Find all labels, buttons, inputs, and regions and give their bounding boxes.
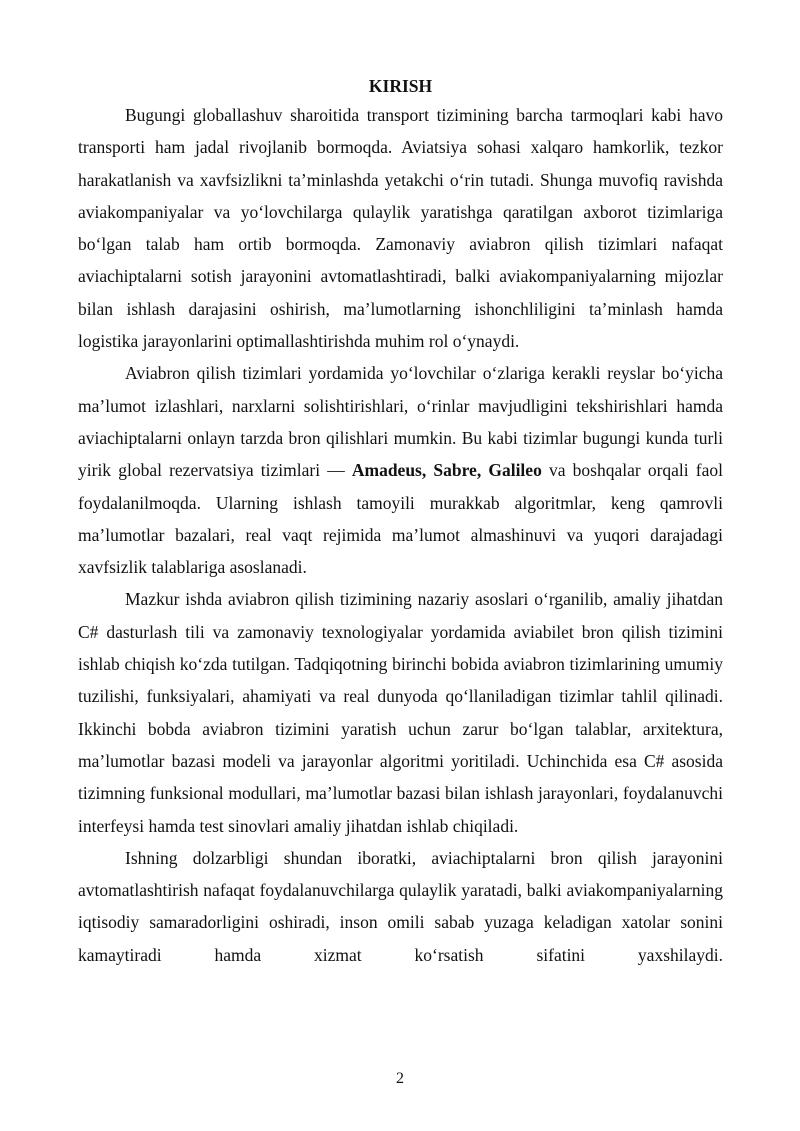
- paragraph-2-text-before: Aviabron qilish tizimlari yordamida yo‘lovchilar o‘zlariga kerakli reyslar bo‘yicha ma’lumot izlashlari, narxlarni solishtirishlari, o‘rinlar mavjudligini tekshirishlari hamda aviachiptalarni onlayn tarzda bron qilishlari mumkin. Bu kabi tizimlar bugungi kunda turli yirik global rezervatsiya tizimlari —: [78, 363, 723, 481]
- gds-systems-bold: Amadeus, Sabre, Galileo: [351, 460, 542, 481]
- page-number: 2: [396, 1070, 404, 1087]
- section-heading: KIRISH: [368, 76, 433, 96]
- paragraph-1: Bugungi globallashuv sharoitida transport tizimining barcha tarmoqlari kabi havo transporti ham jadal rivojlanib bormoqda. Aviatsiya sohasi xalqaro hamkorlik, tezkor harakatlanish va xavfsizlikni ta’minlashda yetakchi o‘rin tutadi. Shunga muvofiq ravishda aviakompaniyalar va yo‘lovchilarga qulaylik yaratishga qaratilgan axborot tizimlariga bo‘lgan talab ham ortib bormoqda. Zamonaviy aviabron qilish tizimlari nafaqat aviachiptalarni sotish jarayonini avtomatlashtiradi, balki aviakompaniyalarning mijozlar bilan ishlash darajasini oshirish, ma’lumotlarning ishonchliligini ta’minlash hamda logistika jarayonlarini optimallashtirishda muhim rol o‘ynaydi.: [78, 105, 723, 352]
- paragraph-4: Ishning dolzarbligi shundan iboratki, aviachiptalarni bron qilish jarayonini avtomatlashtirish nafaqat foydalanuvchilarga qulaylik yaratadi, balki aviakompaniyalarning iqtisodiy samaradorligini oshiradi, inson omili sabab yuzaga keladigan xatolar sonini kamaytiradi hamda xizmat ko‘rsatish sifatini yaxshilaydi.: [78, 847, 723, 965]
- paragraph-2-text-after: va boshqalar orqali faol foydalanilmoqda. Ularning ishlash tamoyili murakkab algoritmlar, keng qamrovli ma’lumotlar bazalari, real vaqt rejimida ma’lumot almashinuvi va yuqori darajadagi xavfsizlik talablariga asoslanadi.: [78, 460, 724, 578]
- paragraph-2: [78, 357, 723, 583]
- paragraph-3: Mazkur ishda aviabron qilish tizimining nazariy asoslari o‘rganilib, amaliy jihatdan C# dasturlash tili va zamonaviy texnologiyalar yordamida aviabilet bron qilish tizimini ishlab chiqish ko‘zda tutilgan. Tadqiqotning birinchi bobida aviabron tizimlarining umumiy tuzilishi, funksiyalari, ahamiyati va real dunyoda qo‘llaniladigan tizimlar tahlil qilinadi. Ikkinchi bobda aviabron tizimini yaratish uchun zarur bo‘lgan talablar, arxitektura, ma’lumotlar bazasi modeli va jarayonlar algoritmi yoritiladi. Uchinchida esa C# asosida tizimning funksional modullari, ma’lumotlar bazasi bilan ishlash jarayonlari, foydalanuvchi interfeysi hamda test sinovlari amaliy jihatdan ishlab chiqiladi.: [78, 589, 723, 836]
- document-page: [78, 74, 723, 971]
